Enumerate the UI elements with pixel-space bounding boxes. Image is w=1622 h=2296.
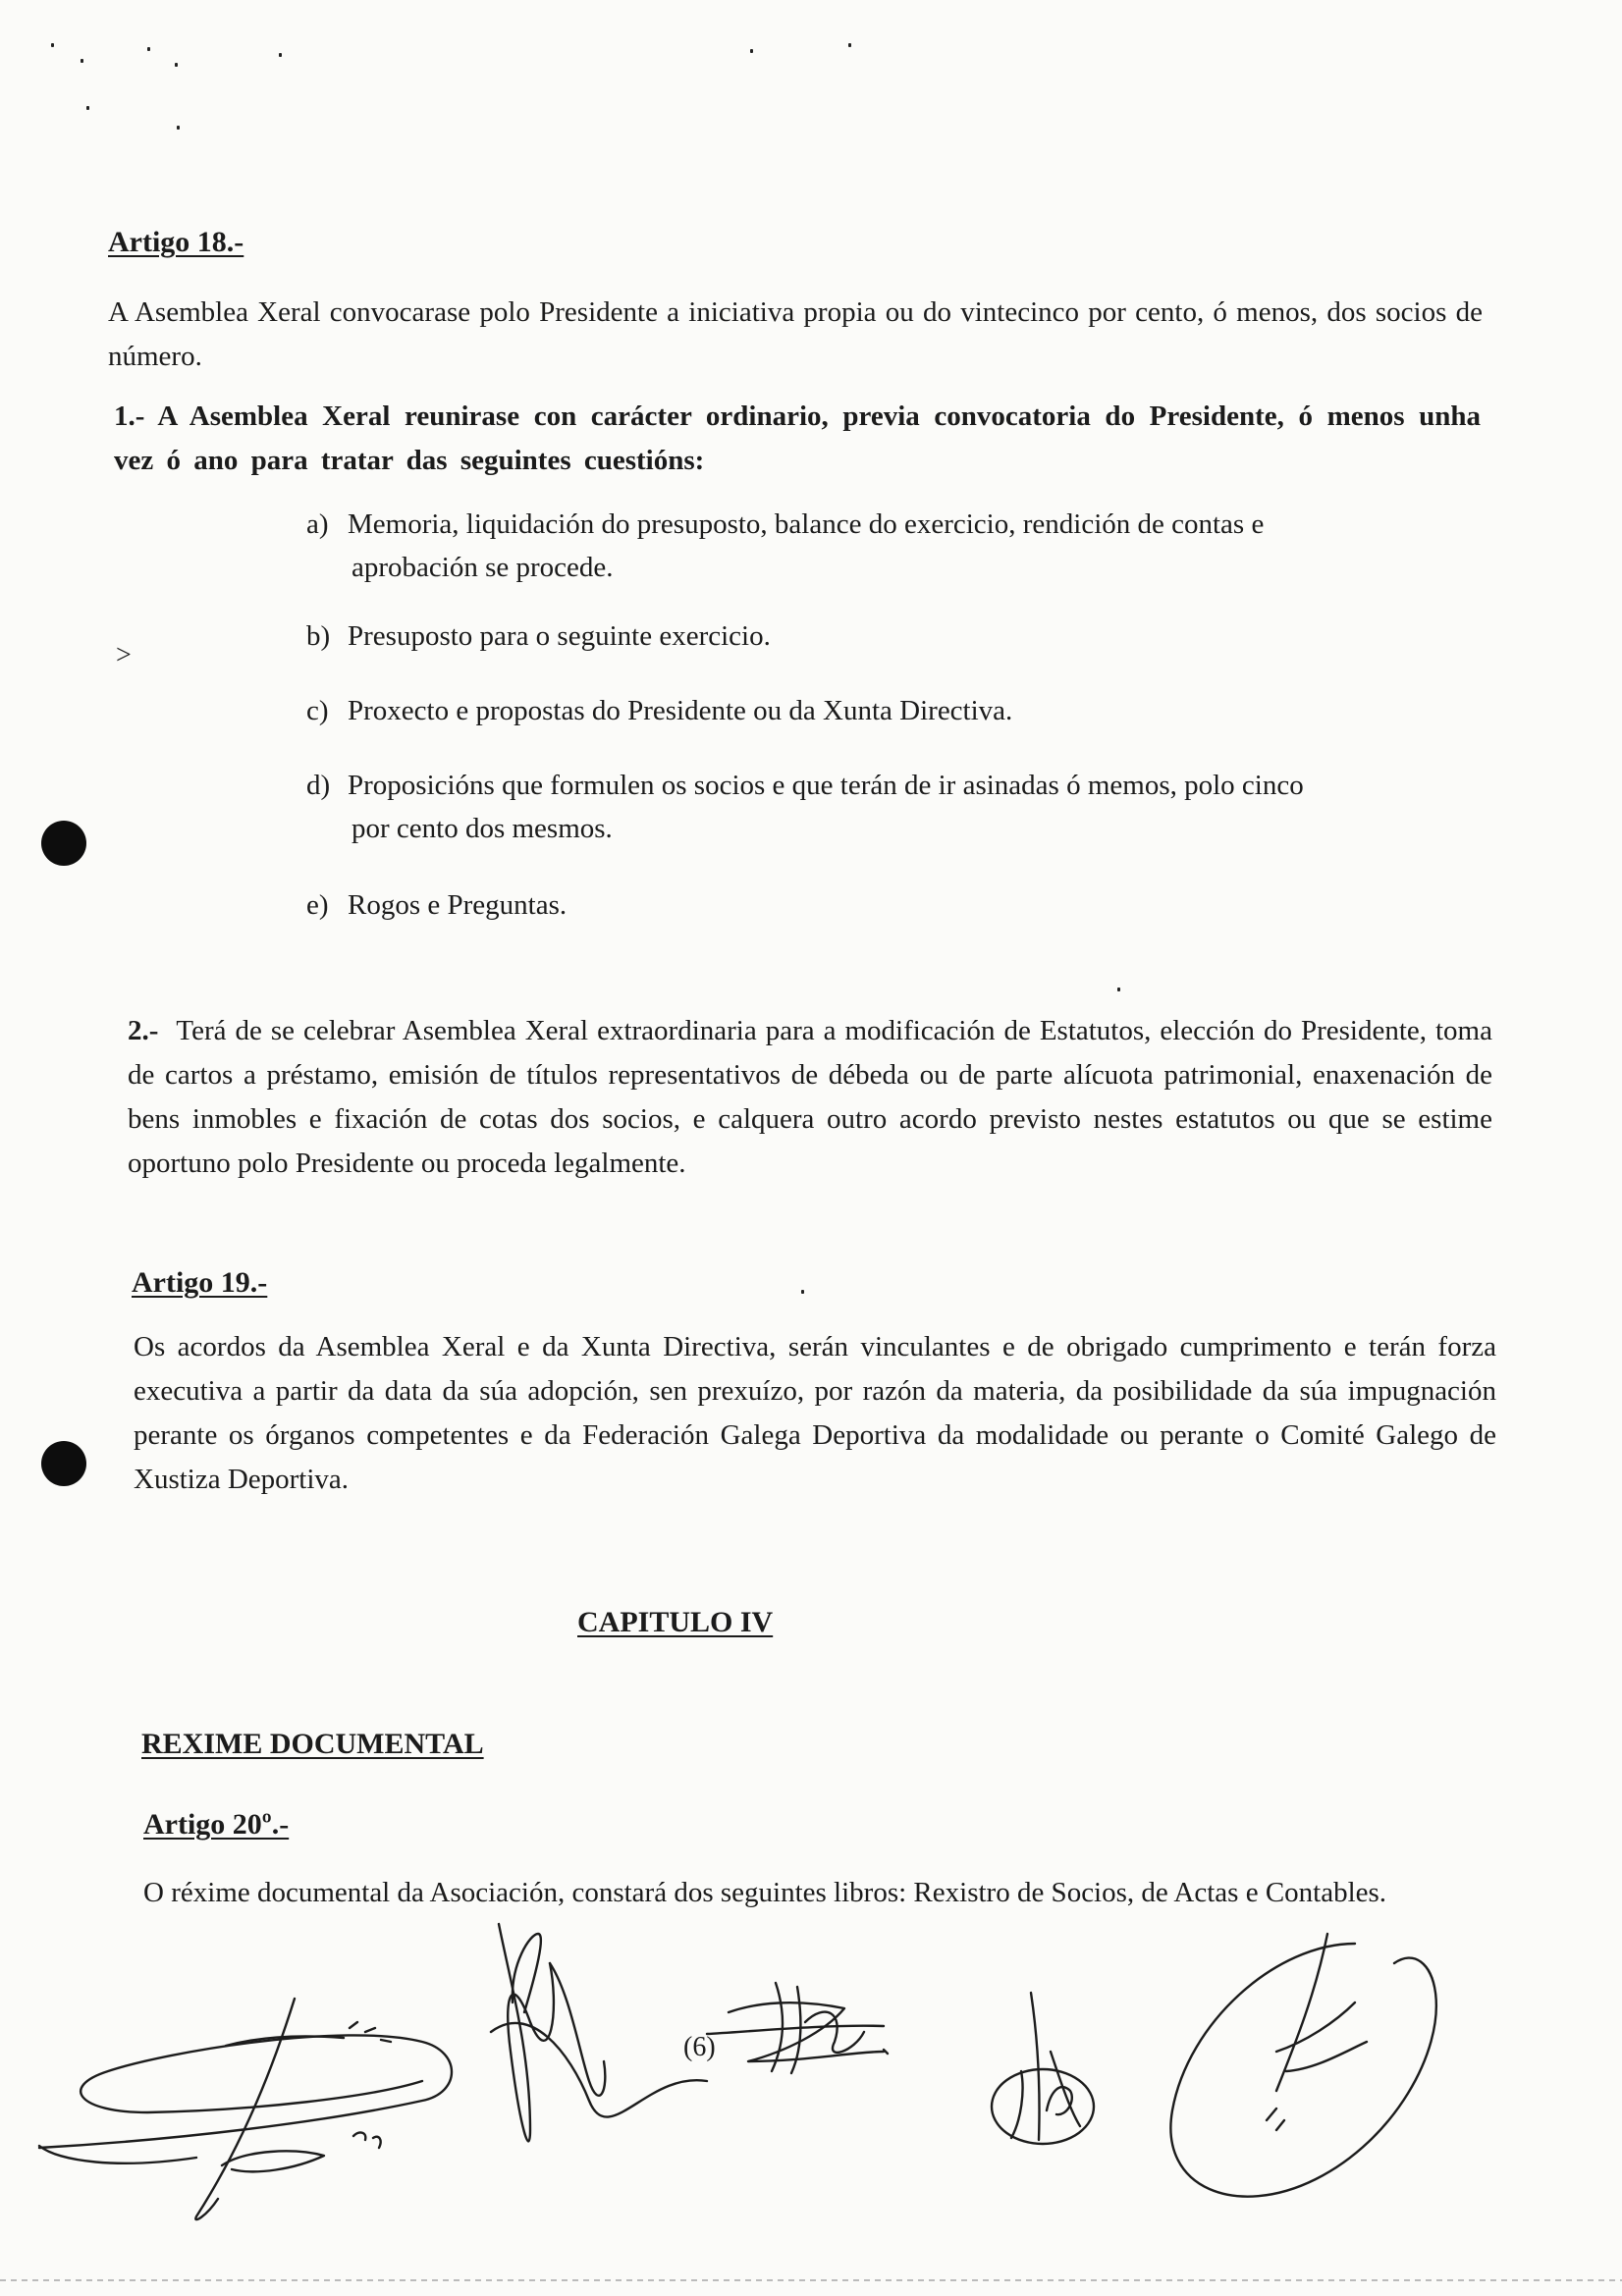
item-continuation: aprobación se procede. (351, 552, 614, 583)
page-number: (6) (683, 2032, 716, 2062)
signature-5 (1170, 1934, 1435, 2197)
scan-speck (750, 49, 753, 53)
article-19-text: Os acordos da Asemblea Xeral e da Xunta Directiva, serán vinculantes e de obrigado cumprimento e terán forza executiva a partir da data da súa adopción, sen prexuízo, por razón da materia, da posibilidade da súa impugnación perante os órganos competentes e da Federación Galega Deportiva da modalidade ou perante o Comité Galego de Xustiza Deportiva. (134, 1331, 1496, 1495)
item-letter: a) (306, 508, 329, 540)
scan-speck (1117, 988, 1120, 991)
list-item (306, 883, 1465, 927)
signature-2 (491, 1924, 707, 2141)
chapter-title: CAPITULO IV (577, 1606, 774, 1638)
scan-speck (279, 53, 282, 57)
article-18-intro: A Asemblea Xeral convocarase polo Presidente a iniciativa propia ou do vintecinco por cento, ó menos, dos socios de número. (108, 296, 1483, 372)
item-text: Rogos e Preguntas. (348, 889, 568, 921)
item-letter: b) (306, 620, 331, 652)
scan-bottom-edge (0, 2279, 1622, 2281)
item-text: Proposicións que formulen os socios e que terán de ir asinadas ó memos, polo cinco (348, 770, 1304, 801)
list-item (306, 614, 1465, 658)
list-item (306, 689, 1465, 732)
item-text: Proxecto e propostas do Presidente ou da Xunta Directiva. (348, 695, 1013, 726)
item-text: Presuposto para o seguinte exercicio. (348, 620, 771, 652)
item-letter: d) (306, 770, 331, 801)
punch-hole-mark (41, 1441, 86, 1486)
article-18-heading: Artigo 18.- (108, 226, 244, 258)
article-20-heading: Artigo 20º.- (143, 1808, 290, 1841)
list-item (306, 503, 1465, 589)
signature-1 (39, 1999, 452, 2219)
article-19-heading: Artigo 19.- (132, 1266, 268, 1299)
item-continuation: por cento dos mesmos. (351, 813, 613, 844)
item-letter: c) (306, 695, 329, 726)
paragraph-2-number: 2.- (128, 1015, 159, 1046)
scan-speck (81, 59, 83, 63)
handwritten-signatures (0, 1904, 1622, 2287)
signature-4 (992, 1993, 1094, 2144)
scan-speck (801, 1290, 804, 1294)
scan-speck (147, 47, 150, 51)
scan-speck (848, 43, 851, 47)
scan-speck (86, 106, 89, 110)
scan-speck (51, 43, 54, 47)
item-list (306, 503, 1465, 927)
scan-speck (175, 63, 178, 67)
section-title: REXIME DOCUMENTAL (141, 1728, 484, 1760)
paragraph-2-text: Terá de se celebrar Asemblea Xeral extraordinaria para a modificación de Estatutos, elección do Presidente, toma de cartos a préstamo, emisión de títulos representativos de débeda ou de parte alícuota patrimonial, enaxenación de bens inmobles e fixación de cotas dos socios, e calquera outro acordo previsto nestes estatutos ou que se estime oportuno polo Presidente ou proceda legalmente. (128, 1015, 1492, 1179)
item-letter: e) (306, 889, 329, 921)
list-item (306, 764, 1465, 850)
punch-hole-mark (41, 821, 86, 866)
article-20-text: O réxime documental da Asociación, constará dos seguintes libros: Rexistro de Socios, de Actas e Contables. (143, 1877, 1387, 1908)
article-18-paragraph-2 (128, 1009, 1492, 1186)
signature-3 (707, 1983, 888, 2073)
article-18-paragraph-1: 1.- A Asemblea Xeral reunirase con carácter ordinario, previa convocatoria do Presidente, ó menos unha vez ó ano para tratar das seguintes cuestións: (114, 400, 1481, 476)
item-text: Memoria, liquidación do presuposto, balance do exercicio, rendición de contas e (348, 508, 1265, 540)
margin-mark: > (116, 640, 132, 670)
scan-speck (177, 126, 180, 130)
signatures-area (0, 1904, 1622, 2287)
